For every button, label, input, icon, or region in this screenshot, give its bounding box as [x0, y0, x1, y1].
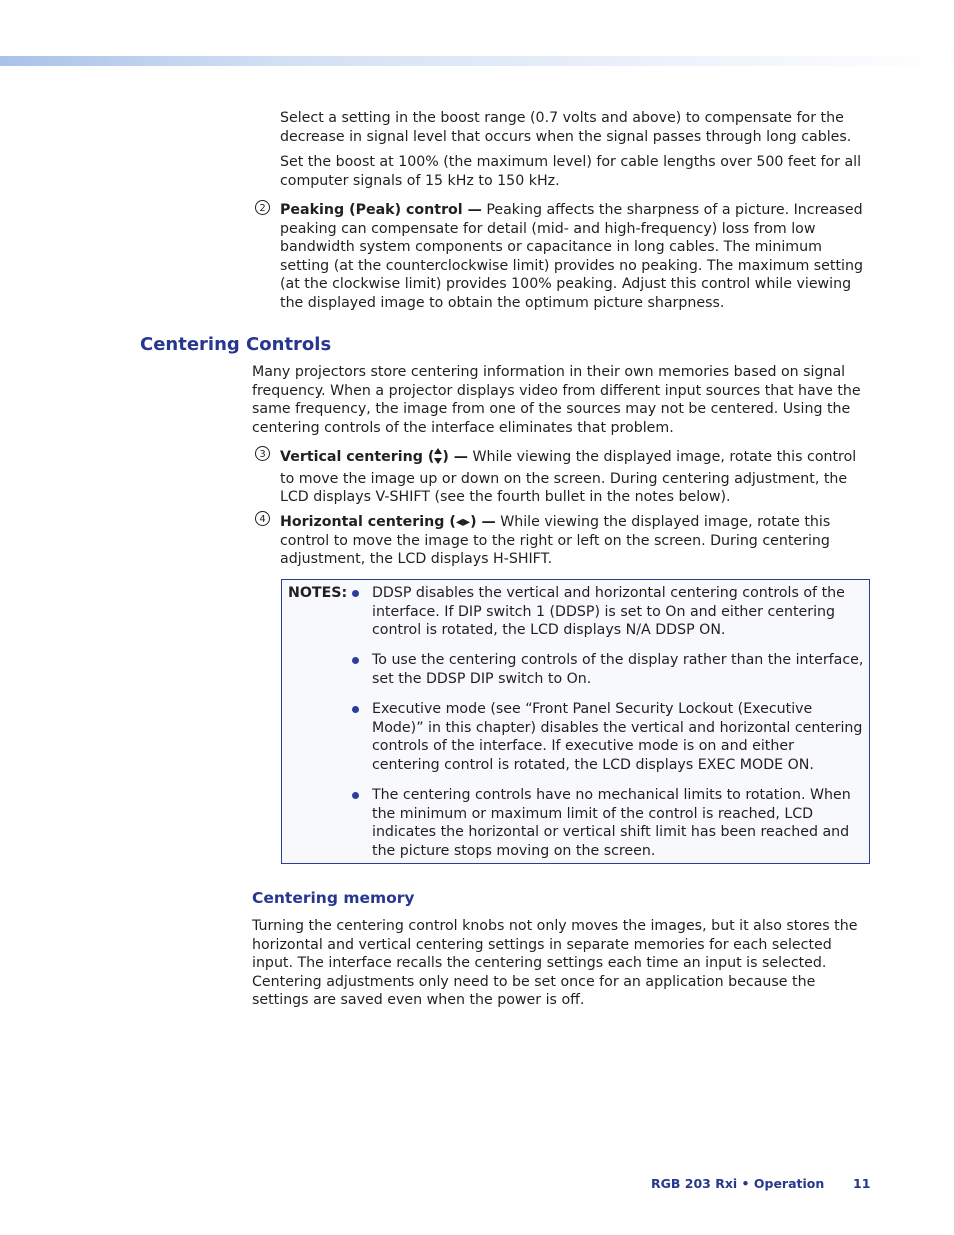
vertical-centering-title-suffix: ) —: [442, 449, 468, 465]
intro-paragraph-2: Set the boost at 100% (the maximum level) for cable lengths over 500 feet for all computer signals of 15 kHz to 150 kHz.: [280, 154, 862, 189]
horizontal-centering-title: Horizontal centering (◂▸) —: [280, 514, 496, 530]
callout-3-icon: 3: [255, 446, 270, 461]
intro-section: [280, 109, 870, 190]
footer-page-number: 11: [853, 1176, 871, 1191]
centering-controls-heading: Centering Controls: [140, 334, 332, 355]
note-item-3: Executive mode (see “Front Panel Security Lockout (Executive Mode)” in this chapter) disables the vertical and horizontal centering controls of the interface. If executive mode is on and either centering control is rotated, the LCD displays EXEC MODE ON.: [372, 701, 863, 773]
peaking-title: Peaking (Peak) control —: [280, 202, 482, 218]
footer-doc-title: RGB 203 Rxi • Operation: [651, 1176, 825, 1191]
intro-paragraph-1: Select a setting in the boost range (0.7 volts and above) to compensate for the decrease in signal level that occurs when the signal passes through long cables.: [280, 110, 852, 145]
bullet-icon: [352, 792, 359, 799]
bullet-icon: [352, 657, 359, 664]
note-item-4: The centering controls have no mechanical limits to rotation. When the minimum or maximum limit of the control is reached, LCD indicates the horizontal or vertical shift limit has been reached and the picture stops moving on the screen.: [372, 787, 851, 859]
bullet-icon: [352, 706, 359, 713]
centering-memory-text: Turning the centering control knobs not only moves the images, but it also stores the horizontal and vertical centering settings in separate memories for each selected input. The interface recalls the centering settings each time an input is selected. Centering adjustments only need to be set once for an application because the settings are saved even when the power is off.: [252, 918, 858, 1009]
callout-4-icon: 4: [255, 511, 270, 526]
vertical-centering-text: While viewing the displayed image, rotate this control to move the image up or down on the screen. During centering adjustment, the LCD displays V-SHIFT (see the fourth bullet in the notes below).: [280, 449, 857, 506]
note-item-2: To use the centering controls of the display rather than the interface, set the DDSP DIP switch to On.: [372, 652, 864, 687]
vertical-centering-section: [280, 448, 870, 507]
header-gradient-bar: [0, 56, 954, 66]
centering-intro: Many projectors store centering information in their own memories based on signal frequency. When a projector displays video from different input sources that have the same frequency, the image from one of the sources may not be centered. Using the centering controls of the interface eliminates that problem.: [252, 364, 861, 436]
note-item-1: DDSP disables the vertical and horizontal centering controls of the interface. If DIP switch 1 (DDSP) is set to On and either centering control is rotated, the LCD displays N/A DDSP ON.: [372, 585, 845, 639]
notes-label: NOTES:: [288, 585, 348, 601]
vertical-centering-title-prefix: Vertical centering (: [280, 449, 435, 465]
centering-memory-heading: Centering memory: [252, 889, 415, 907]
callout-2-icon: 2: [255, 200, 270, 215]
peaking-section: [280, 201, 870, 313]
bullet-icon: [352, 590, 359, 597]
peaking-text: Peaking affects the sharpness of a picture. Increased peaking can compensate for detail (mid- and high-frequency) loss from low bandwidth system components or capacitance in long cables. The minimum setting (at the counterclockwise limit) provides no peaking. The maximum setting (at the clockwise limit) provides 100% peaking. Adjust this control while viewing the displayed image to obtain the optimum picture sharpness.: [280, 202, 863, 311]
horizontal-centering-text: While viewing the displayed image, rotate this control to move the image to the right or left on the screen. During centering adjustment, the LCD displays H-SHIFT.: [280, 514, 831, 568]
horizontal-centering-section: [280, 513, 870, 569]
